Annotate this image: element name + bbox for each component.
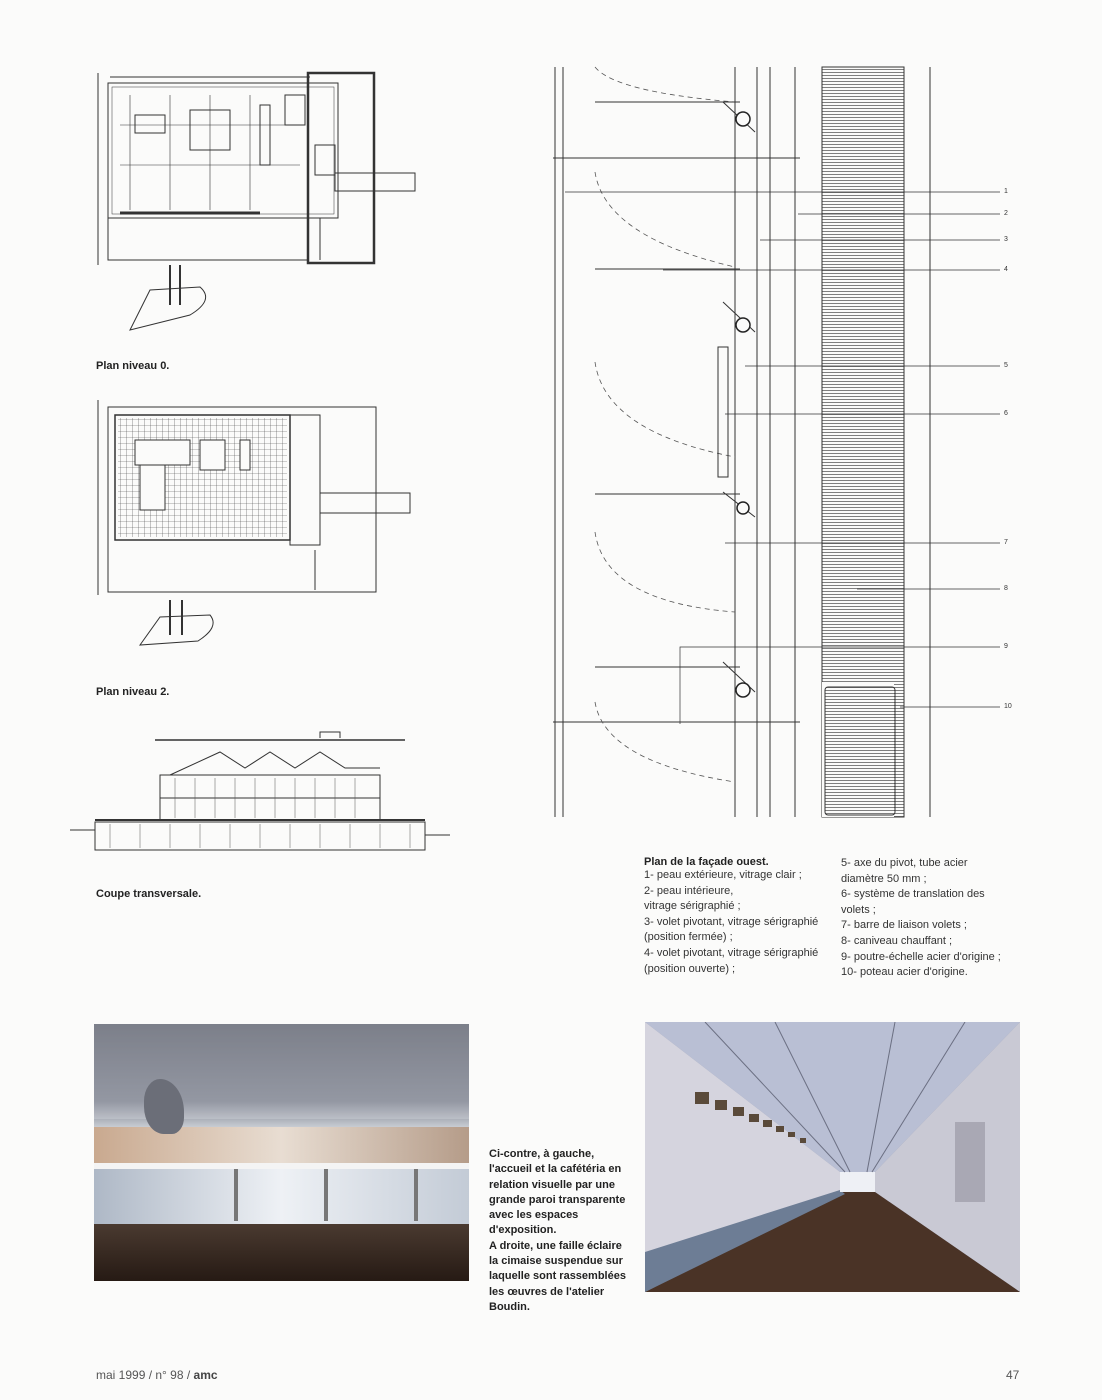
facade-legend-right (841, 856, 1001, 981)
callout-2: 2 (1004, 210, 1008, 217)
facade-legend-left (644, 856, 818, 977)
footer-page-number: 47 (1006, 1368, 1020, 1382)
callout-4: 4 (1004, 266, 1008, 273)
callout-3: 3 (1004, 236, 1008, 243)
caption-line: Ci-contre, à gauche, (489, 1148, 595, 1160)
plan-niveau-2-drawing (90, 395, 420, 665)
facade-legend-title: Plan de la façade ouest. (644, 856, 769, 868)
footer-issue-text: mai 1999 / n° 98 / (96, 1368, 191, 1382)
legend-line: (position ouverte) ; (644, 962, 736, 975)
callout-10: 10 (1004, 703, 1012, 710)
caption-line: laquelle sont rassemblées (489, 1270, 626, 1283)
caption-line: grande paroi transparente (489, 1193, 626, 1206)
caption-line: relation visuelle par une (489, 1178, 615, 1191)
caption-line: la cimaise suspendue sur (489, 1255, 623, 1268)
photo-caption (489, 1147, 626, 1315)
photo-accueil-cafeteria (94, 1024, 469, 1281)
legend-line: 3- volet pivotant, vitrage sérigraphié (644, 915, 819, 928)
callout-6: 6 (1004, 410, 1008, 417)
coupe-transversale-drawing (65, 730, 455, 860)
facade-ouest-drawing (545, 62, 1015, 822)
legend-line: volets ; (841, 903, 876, 916)
footer-brand: amc (193, 1368, 218, 1382)
legend-line: 7- barre de liaison volets ; (841, 919, 967, 932)
legend-line: vitrage sérigraphié ; (644, 900, 741, 913)
caption-plan-niveau-0: Plan niveau 0. (96, 360, 170, 372)
legend-line: 2- peau intérieure, (644, 884, 734, 897)
callout-5: 5 (1004, 362, 1008, 369)
caption-line: d'exposition. (489, 1224, 557, 1237)
caption-line: l'accueil et la cafétéria en (489, 1163, 622, 1176)
legend-line: 9- poutre-échelle acier d'origine ; (841, 950, 1001, 963)
legend-line: 10- poteau acier d'origine. (841, 966, 968, 979)
callout-1: 1 (1004, 188, 1008, 195)
caption-line: Boudin. (489, 1300, 530, 1313)
caption-plan-niveau-2: Plan niveau 2. (96, 686, 170, 698)
caption-line: les œuvres de l'atelier (489, 1285, 605, 1298)
legend-line: (position fermée) ; (644, 931, 733, 944)
legend-line: 5- axe du pivot, tube acier (841, 857, 968, 869)
plan-niveau-0-drawing (90, 65, 380, 345)
caption-line: avec les espaces (489, 1209, 579, 1222)
callout-9: 9 (1004, 643, 1008, 650)
legend-line: diamètre 50 mm ; (841, 872, 927, 885)
photo-faille-cimaise (645, 1022, 1020, 1292)
caption-coupe-transversale: Coupe transversale. (96, 888, 202, 900)
legend-line: 6- système de translation des (841, 888, 985, 901)
legend-line: 1- peau extérieure, vitrage clair ; (644, 869, 802, 881)
legend-line: 8- caniveau chauffant ; (841, 934, 953, 947)
caption-line: A droite, une faille éclaire (489, 1239, 622, 1252)
callout-8: 8 (1004, 585, 1008, 592)
callout-7: 7 (1004, 539, 1008, 546)
footer-issue (96, 1368, 218, 1382)
legend-line: 4- volet pivotant, vitrage sérigraphié (644, 946, 819, 959)
